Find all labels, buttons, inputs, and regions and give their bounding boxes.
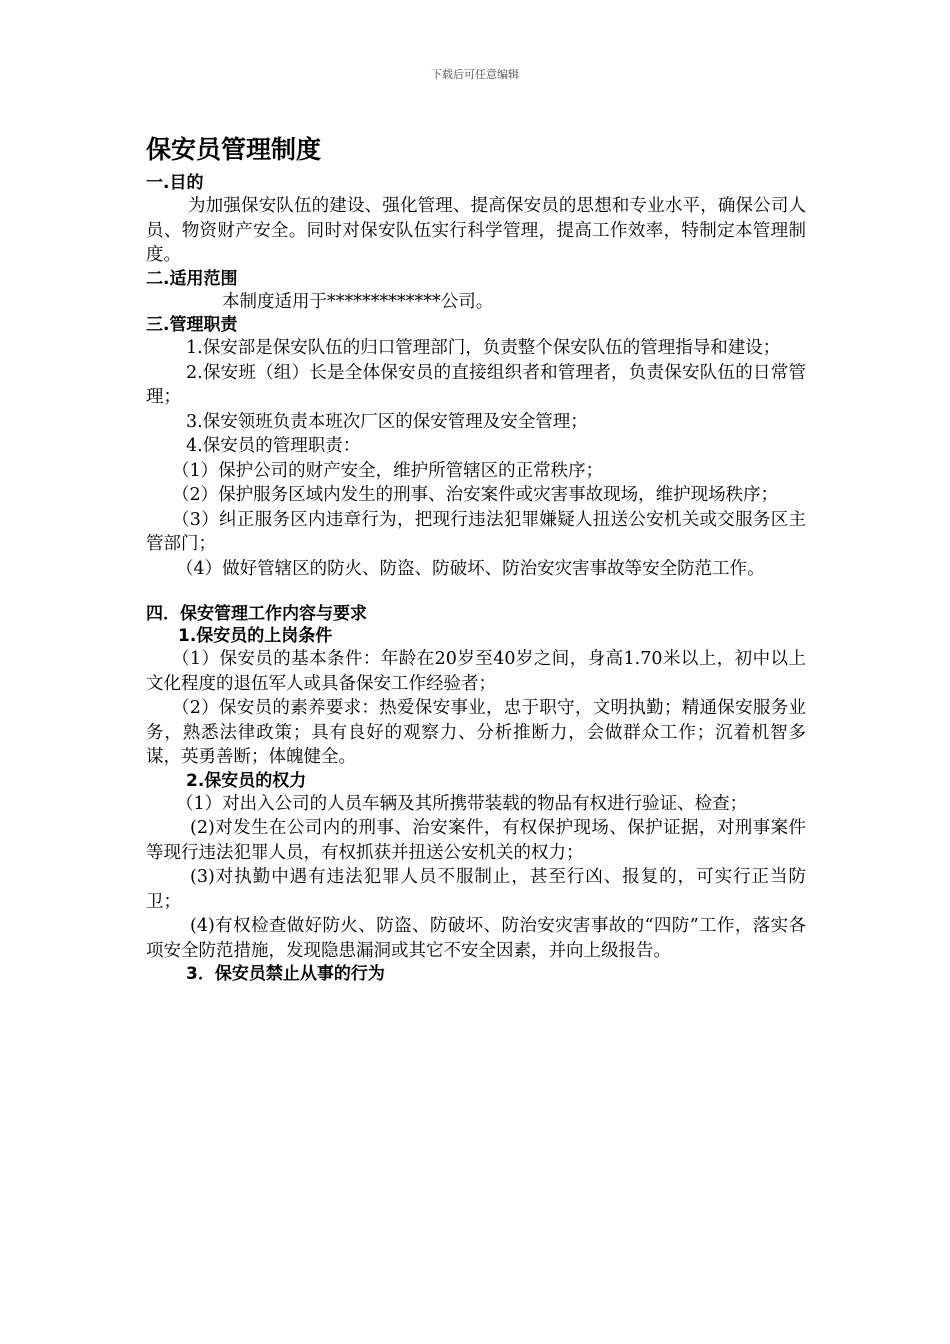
paragraph-purpose: 为加强保安队伍的建设、强化管理、提高保安员的思想和专业水平，确保公司人员、物资财产安全。同时对保安队伍实行科学管理，提高工作效率，特制定本管理制度。 xyxy=(146,196,806,265)
duty-item: 3.保安领班负责本班次厂区的保安管理及安全管理； xyxy=(186,411,588,432)
duty-item: 1.保安部是保安队伍的归口管理部门，负责整个保安队伍的管理指导和建设； xyxy=(186,338,781,358)
condition-item: （1）保安员的基本条件：年龄在20岁至40岁之间，身高1.70米以上，初中以上文化程度的退伍军人或具备保安工作经验者； xyxy=(146,649,806,694)
condition-item: （2）保安员的素养要求：热爱保安事业，忠于职守，文明执勤；精通保安服务业务，熟悉法律政策；具有良好的观察力、分析推断力，会做群众工作；沉着机智多谋，英勇善断；体魄健全。 xyxy=(146,698,806,767)
section-heading-purpose: 一.目的 xyxy=(146,173,204,193)
section-heading-scope: 二.适用范围 xyxy=(146,268,238,289)
spacer xyxy=(146,581,806,603)
paragraph-scope: 本制度适用于*************公司。 xyxy=(222,291,494,312)
power-item: (2)对发生在公司内的刑事、治安案件，有权保护现场、保护证据，对刑事案件等现行违法犯罪人员，有权抓获并扭送公安机关的权力； xyxy=(146,818,806,863)
power-item: (3)对执勤中遇有违法犯罪人员不服制止，甚至行凶、报复的，可实行正当防卫； xyxy=(146,867,806,912)
subsection-heading-conditions: 1.保安员的上岗条件 xyxy=(178,626,333,646)
duty-subitem: （1）保护公司的财产安全，维护所管辖区的正常秩序； xyxy=(172,460,604,481)
document-body xyxy=(146,130,806,985)
duty-subitem: （4）做好管辖区的防火、防盗、防破坏、防治安灾害事故等安全防范工作。 xyxy=(176,558,765,579)
subsection-heading-prohibited: 3．保安员禁止从事的行为 xyxy=(186,964,385,984)
duty-item: 4.保安员的管理职责： xyxy=(186,436,361,456)
section-heading-duties: 三.管理职责 xyxy=(146,315,238,335)
duty-subitem: （2）保护服务区域内发生的刑事、治安案件或灾害事故现场，维护现场秩序； xyxy=(172,485,779,505)
subsection-heading-powers: 2.保安员的权力 xyxy=(186,770,307,791)
duty-item: 2.保安班（组）长是全体保安员的直接组织者和管理者，负责保安队伍的日常管理； xyxy=(146,362,806,407)
power-item: (4)有权检查做好防火、防盗、防破坏、防治安灾害事故的“四防”工作，落实各项安全防范措施，发现隐患漏洞或其它不安全因素，并向上级报告。 xyxy=(146,916,806,961)
page-header-note: 下载后可任意编辑 xyxy=(431,68,519,81)
power-item: （1）对出入公司的人员车辆及其所携带装载的物品有权进行验证、检查； xyxy=(176,793,748,814)
duty-subitem: （3）纠正服务区内违章行为，把现行违法犯罪嫌疑人扭送公安机关或交服务区主管部门； xyxy=(146,509,806,554)
document-title: 保安员管理制度 xyxy=(146,135,322,164)
section-heading-requirements: 四．保安管理工作内容与要求 xyxy=(146,604,367,624)
